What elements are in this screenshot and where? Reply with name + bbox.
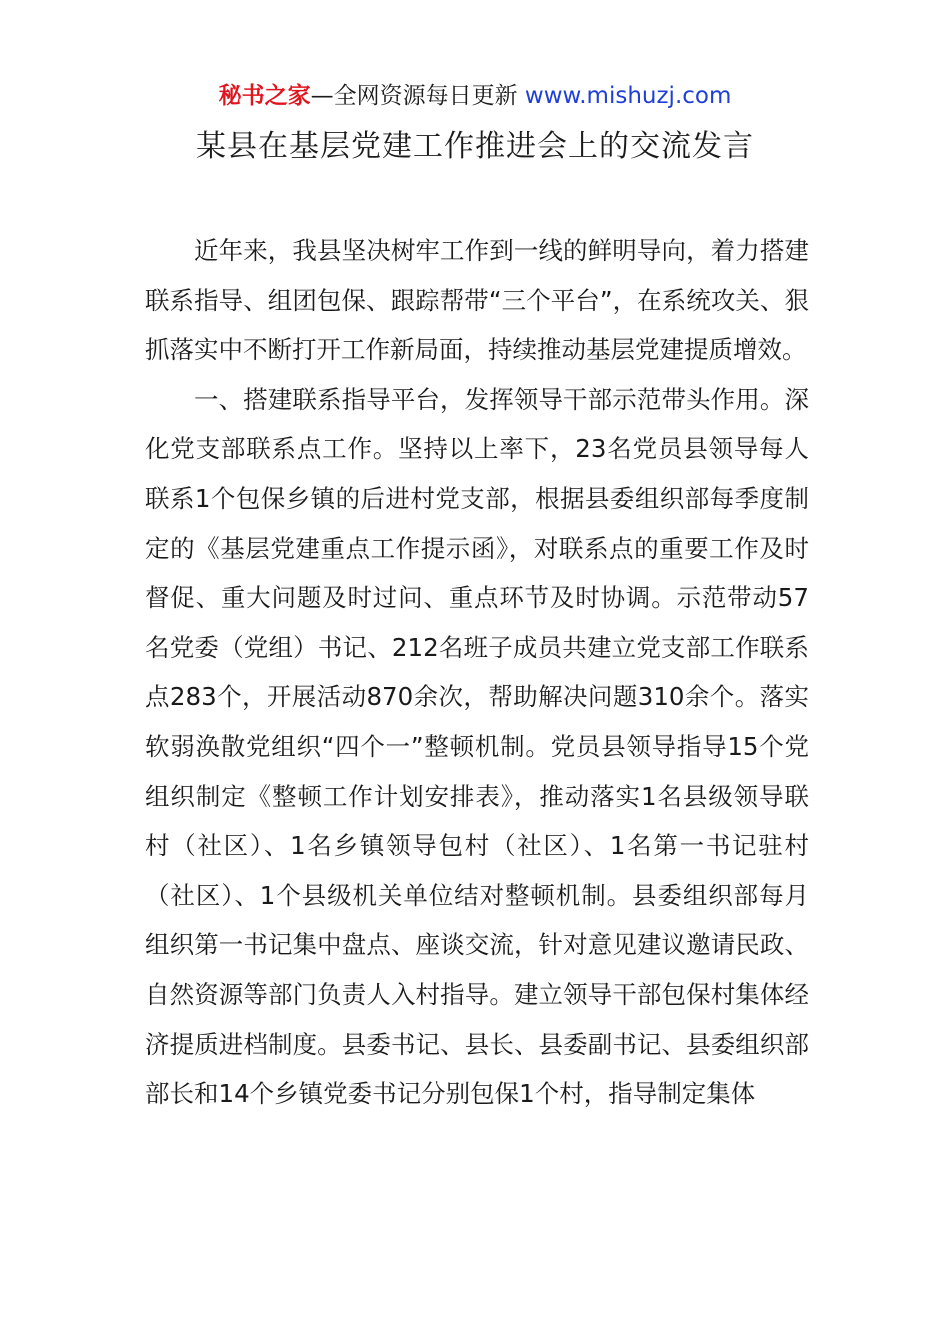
document-title: 某县在基层党建工作推进会上的交流发言 [196,129,754,164]
paragraph-section-one: 一、搭建联系指导平台，发挥领导干部示范带头作用。深化党支部联系点工作。坚持以上率下，23名党员县领导每人联系1个包保乡镇的后进村党支部，根据县委组织部每季度制定的《基层党建重点工作提示函》，对联系点的重要工作及时督促、重大问题及时过问、重点环节及时协调。示范带动57名党委（党组）书记、212名班子成员共建立党支部工作联系点283个，开展活动870余次，帮助解决问题310余个。落实软弱涣散党组织“四个一”整顿机制。党员县领导指导15个党组织制定《整顿工作计划安排表》，推动落实1名县级领导联村（社区）、1名乡镇领导包村（社区）、1名第一书记驻村（社区）、1个县级机关单位结对整顿机制。县委组织部每月组织第一书记集中盘点、座谈交流，针对意见建议邀请民政、自然资源等部门负责人入村指导。建立领导干部包保村集体经济提质进档制度。县委书记、县长、县委副书记、县委组织部部长和14个乡镇党委书记分别包保1个村，指导制定集体 [145,384,809,1109]
site-header [0,80,950,112]
site-url-link[interactable]: www.mishuzj.com [524,83,732,109]
document-body [145,226,809,1119]
site-brand: 秘书之家 [218,83,311,109]
site-tagline: —全网资源每日更新 [310,83,525,109]
paragraph-intro: 近年来，我县坚决树牢工作到一线的鲜明导向，着力搭建联系指导、组团包保、跟踪帮带“三个平台”，在系统攻关、狠抓落实中不断打开工作新局面，持续推动基层党建提质增效。 [145,236,809,365]
